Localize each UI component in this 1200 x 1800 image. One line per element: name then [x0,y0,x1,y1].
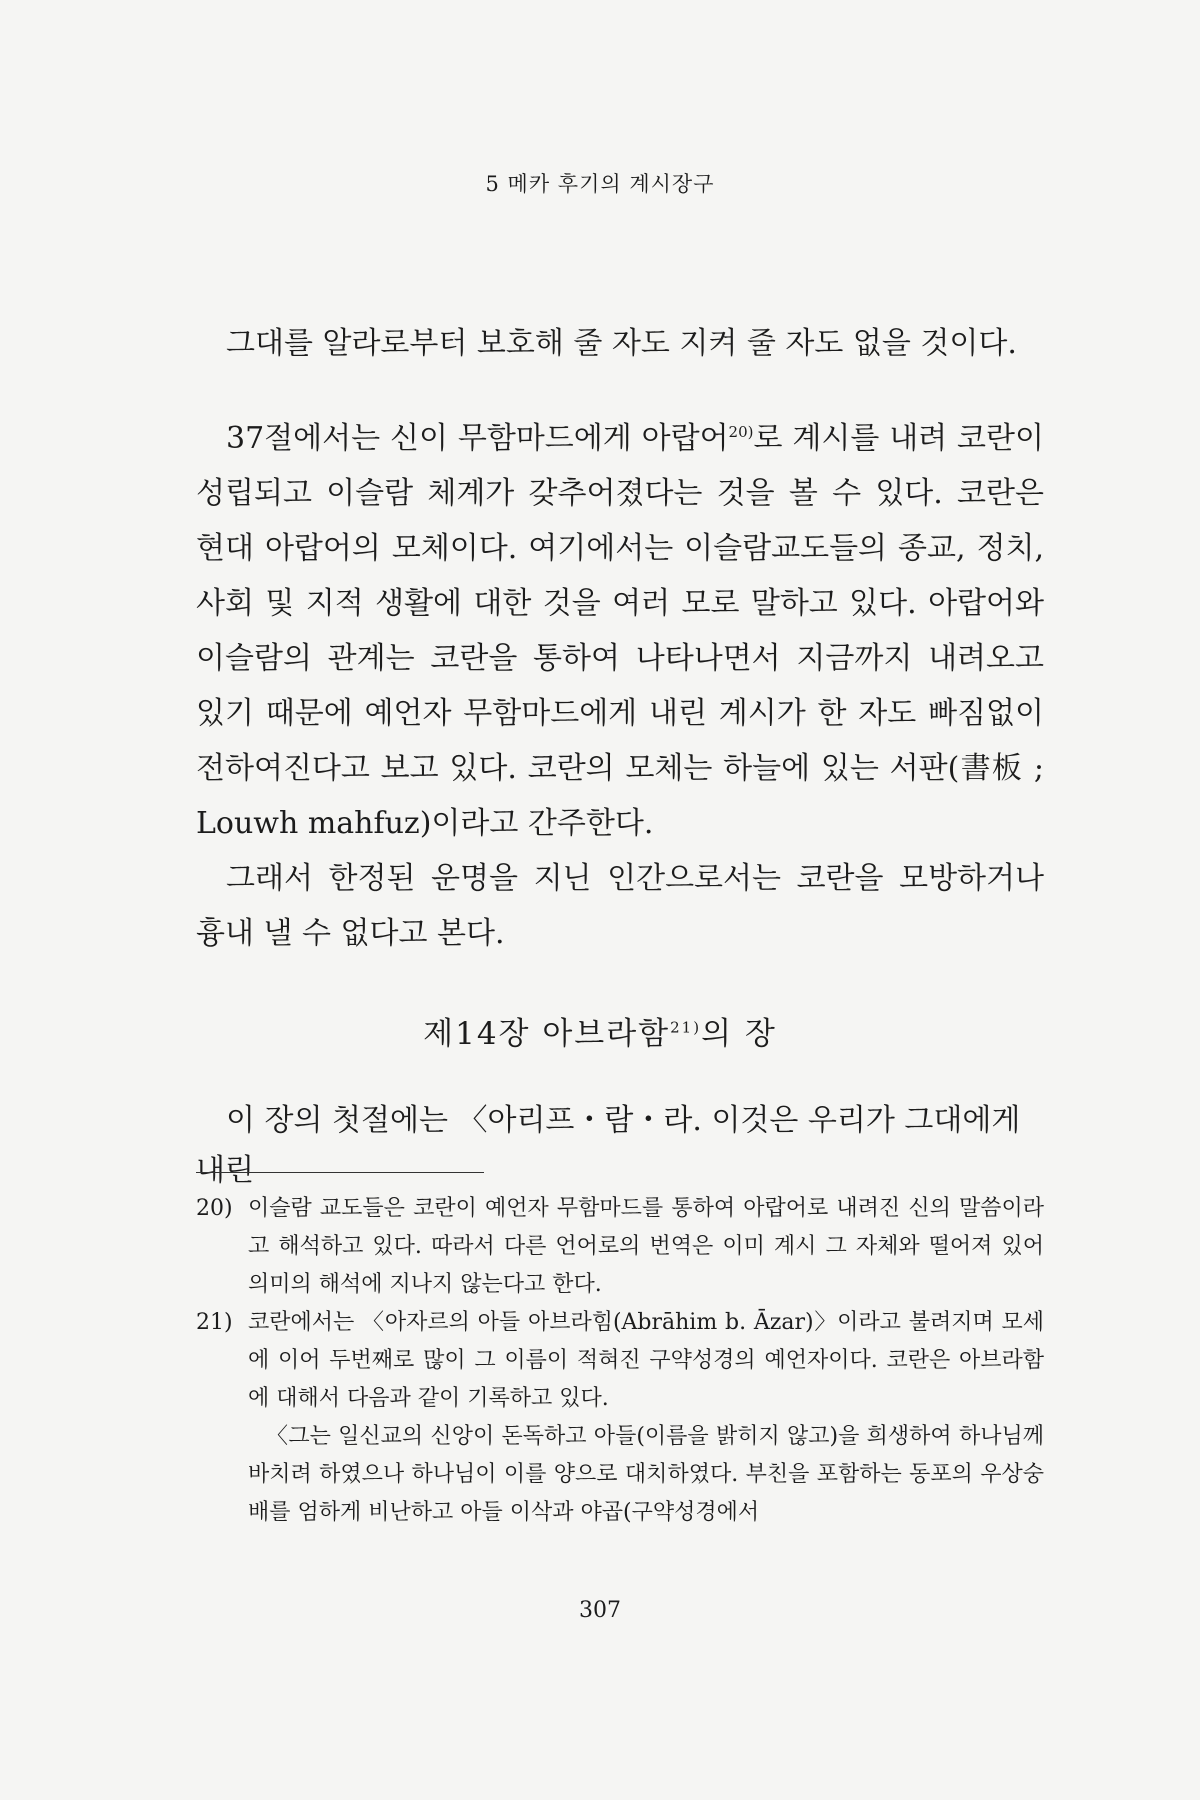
footnote-text: 이슬람 교도들은 코란이 예언자 무함마드를 통하여 아랍어로 내려진 신의 말씀이라고 해석하고 있다. 따라서 다른 언어로의 번역은 이미 계시 그 자체와 떨어져 있어 의미의 해석에 지나지 않는다고 한다. [248,1196,1044,1297]
paragraph-gap [196,371,1044,411]
chapter-title [0,1008,1200,1053]
paragraph-2-text-a: 37절에서는 신이 무함마드에게 아랍어 [226,421,729,456]
chapter-first-line: 이 장의 첫절에는 〈아리프・람・라. 이것은 우리가 그대에게 내린 [196,1103,1021,1188]
footnote-20 [196,1190,1044,1304]
chapter-title-text-a: 제14장 아브라함 [423,1016,671,1052]
body-text [196,316,1044,961]
footnote-21 [196,1304,1044,1532]
footnote-text: 코란에서는 〈아자르의 아들 아브라힘(Abrāhim b. Āzar)〉이라고 불려지며 모세에 이어 두번째로 많이 그 이름이 적혀진 구약성경의 예언자이다. 코란은 아브라함에 대해서 다음과 같이 기록하고 있다. [248,1310,1044,1411]
footnote-number: 21) [196,1310,233,1335]
paragraph-1: 그대를 알라로부터 보호해 줄 자도 지켜 줄 자도 없을 것이다. [226,326,1017,361]
paragraph-3: 그래서 한정된 운명을 지닌 인간으로서는 코란을 모방하거나 흉내 낼 수 없다고 본다. [196,861,1044,951]
footnote-number: 20) [196,1196,233,1221]
footnote-ref-20[interactable]: 20) [728,423,754,441]
chapter-title-text-b: 의 장 [701,1016,777,1052]
footnote-text-continued: 〈그는 일신교의 신앙이 돈독하고 아들(이름을 밝히지 않고)을 희생하여 하나님께 바치려 하였으나 하나님이 이를 양으로 대치하였다. 부친을 포함하는 동포의 우상숭배를 엄하게 비난하고 아들 이삭과 야곱(구약성경에서 [248,1424,1044,1525]
footnotes [196,1190,1044,1532]
paragraph-2 [196,411,1044,851]
footnote-ref-21[interactable]: 21) [670,1018,702,1037]
page-number: 307 [579,1598,621,1623]
paragraph-2-text-b: 로 계시를 내려 코란이 성립되고 이슬람 체계가 갖추어졌다는 것을 볼 수 있다. 코란은 현대 아랍어의 모체이다. 여기에서는 이슬람교도들의 종교, 정치, 사회 및 지적 생활에 대한 것을 여러 모로 말하고 있다. 아랍어와 이슬람의 관계는 코란을 통하여 나타나면서 지금까지 내려오고 있기 때문에 예언자 무함마드에게 내린 계시가 한 자도 빠짐없이 전하여진다고 보고 있다. 코란의 모체는 하늘에 있는 서판(書板 ; Louwh mahfuz)이라고 간주한다. [196,421,1044,841]
footnote-divider [196,1172,484,1173]
running-head: 5 메카 후기의 계시장구 [485,172,715,196]
